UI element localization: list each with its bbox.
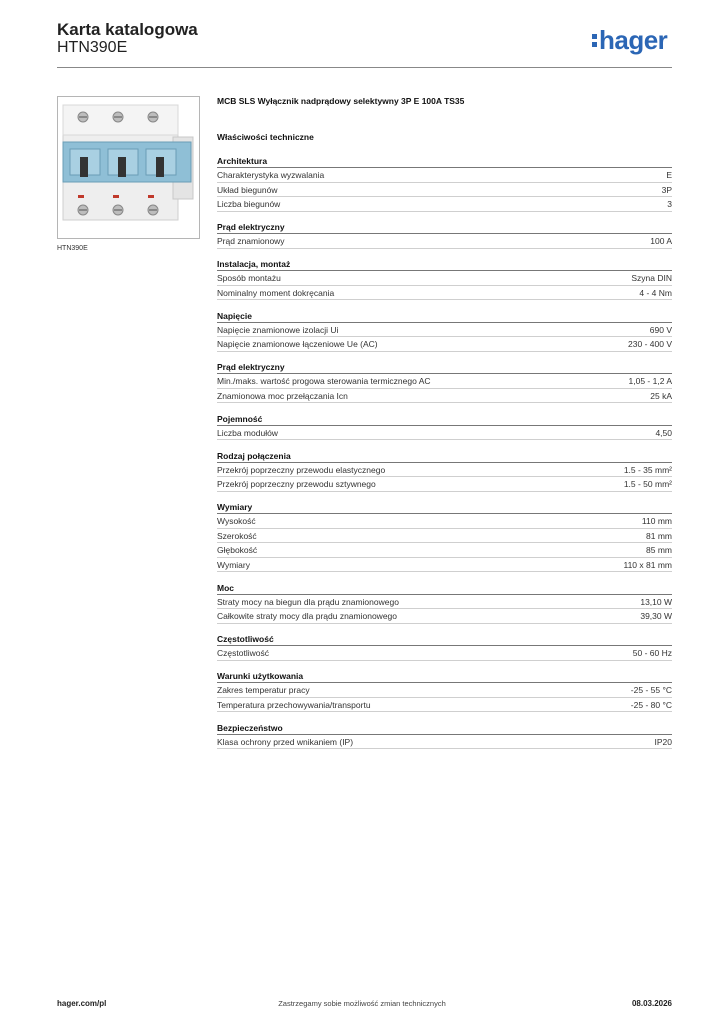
spec-section [217, 582, 672, 624]
spec-label: Klasa ochrony przed wnikaniem (IP) [217, 736, 354, 747]
spec-value: 230 - 400 V [628, 339, 672, 349]
spec-section [217, 310, 672, 352]
spec-section [217, 221, 672, 249]
footer-date: 08.03.2026 [631, 999, 672, 1008]
spec-row [217, 337, 672, 352]
spec-value: Szyna DIN [631, 273, 672, 283]
spec-row [217, 168, 672, 183]
spec-label: Temperatura przechowywania/transportu [217, 699, 371, 710]
footer-notice: Zastrzegamy sobie możliwość zmian technicznych [278, 999, 446, 1008]
spec-row [217, 389, 672, 404]
spec-value: 81 mm [646, 530, 672, 541]
spec-label: Głębokość [217, 545, 258, 555]
spec-label: Prąd znamionowy [217, 236, 285, 246]
spec-value: 3P [661, 184, 672, 195]
spec-section [217, 413, 672, 441]
spec-row [217, 183, 672, 198]
spec-row [217, 609, 672, 624]
spec-row [217, 323, 672, 338]
spec-row [217, 558, 672, 573]
spec-value: 4 - 4 Nm [639, 287, 672, 298]
spec-row [217, 197, 672, 212]
spec-label: Wymiary [217, 559, 250, 570]
spec-row [217, 463, 672, 478]
product-image [57, 96, 200, 239]
spec-section [217, 361, 672, 403]
spec-label: Napięcie znamionowe łączeniowe Ue (AC) [217, 339, 378, 349]
product-title: MCB SLS Wyłącznik nadprądowy selektywny 3P E 100A TS35 [217, 96, 465, 106]
spec-value: 1.5 - 35 mm² [623, 464, 672, 475]
spec-value: 110 mm [641, 516, 672, 526]
spec-section [217, 450, 672, 492]
spec-label: Znamionowa moc przełączania Icn [217, 390, 348, 401]
spec-row [217, 286, 672, 301]
spec-row [217, 514, 672, 529]
spec-value: 690 V [649, 324, 672, 335]
spec-label: Wysokość [217, 516, 256, 526]
spec-section [217, 258, 672, 300]
spec-section [217, 670, 672, 712]
section-title: Częstotliwość [217, 633, 672, 646]
section-title: Prąd elektryczny [217, 361, 672, 374]
spec-row [217, 646, 672, 661]
section-title: Wymiary [217, 501, 672, 514]
footer-website: hager.com/pl [57, 999, 107, 1008]
spec-label: Sposób montażu [217, 273, 281, 283]
spec-label: Nominalny moment dokręcania [217, 287, 335, 298]
spec-section [217, 155, 672, 212]
product-code: HTN390E [57, 39, 128, 56]
properties-heading: Właściwości techniczne [217, 132, 314, 142]
hager-logo [592, 25, 667, 56]
spec-value: E [666, 170, 672, 180]
spec-value: -25 - 55 °C [630, 685, 672, 695]
spec-label: Liczba biegunów [217, 199, 281, 209]
spec-value: 4,50 [655, 427, 672, 438]
spec-row [217, 374, 672, 389]
section-title: Warunki użytkowania [217, 670, 672, 683]
spec-value: -25 - 80 °C [630, 699, 672, 710]
spec-row [217, 735, 672, 750]
spec-content [217, 95, 672, 749]
spec-row [217, 271, 672, 286]
spec-value: 39,30 W [640, 611, 672, 621]
spec-row [217, 543, 672, 558]
section-title: Architektura [217, 155, 672, 168]
spec-row [217, 595, 672, 610]
logo-text: hager [599, 25, 668, 55]
section-title: Rodzaj połączenia [217, 450, 672, 463]
spec-value: 1.5 - 50 mm² [623, 479, 672, 489]
spec-label: Przekrój poprzeczny przewodu elastycznego [217, 464, 386, 475]
spec-value: 3 [667, 199, 672, 209]
spec-value: 50 - 60 Hz [632, 648, 672, 658]
document-title: Karta katalogowa [57, 20, 198, 39]
spec-row [217, 529, 672, 544]
spec-label: Liczba modułów [217, 427, 278, 438]
spec-label: Całkowite straty mocy dla prądu znamionowego [217, 611, 398, 621]
section-title: Pojemność [217, 413, 672, 426]
spec-label: Napięcie znamionowe izolacji Ui [217, 324, 339, 335]
header-divider [57, 67, 672, 68]
spec-value: 13,10 W [640, 596, 672, 607]
section-title: Napięcie [217, 310, 672, 323]
spec-label: Szerokość [217, 530, 257, 541]
spec-label: Min./maks. wartość progowa sterowania termicznego AC [217, 376, 431, 386]
spec-sections [217, 155, 672, 749]
spec-value: IP20 [654, 736, 672, 747]
spec-label: Charakterystyka wyzwalania [217, 170, 325, 180]
spec-label: Straty mocy na biegun dla prądu znamionowego [217, 596, 399, 607]
spec-value: 85 mm [646, 545, 672, 555]
spec-row [217, 683, 672, 698]
section-title: Bezpieczeństwo [217, 722, 672, 735]
logo-dots-icon [592, 32, 598, 48]
spec-row [217, 477, 672, 492]
spec-label: Przekrój poprzeczny przewodu sztywnego [217, 479, 376, 489]
spec-value: 100 A [650, 236, 672, 246]
spec-label: Zakres temperatur pracy [217, 685, 310, 695]
product-image-caption: HTN390E [57, 245, 88, 252]
spec-value: 1,05 - 1,2 A [628, 376, 672, 386]
spec-row [217, 698, 672, 713]
spec-value: 25 kA [650, 390, 672, 401]
spec-section [217, 633, 672, 661]
spec-section [217, 722, 672, 750]
section-title: Instalacja, montaż [217, 258, 672, 271]
circuit-breaker-image [58, 97, 199, 238]
spec-section [217, 501, 672, 572]
spec-row [217, 426, 672, 441]
section-title: Prąd elektryczny [217, 221, 672, 234]
spec-value: 110 x 81 mm [623, 559, 672, 570]
spec-row [217, 234, 672, 249]
spec-label: Układ biegunów [217, 184, 278, 195]
spec-label: Częstotliwość [217, 648, 269, 658]
section-title: Moc [217, 582, 672, 595]
